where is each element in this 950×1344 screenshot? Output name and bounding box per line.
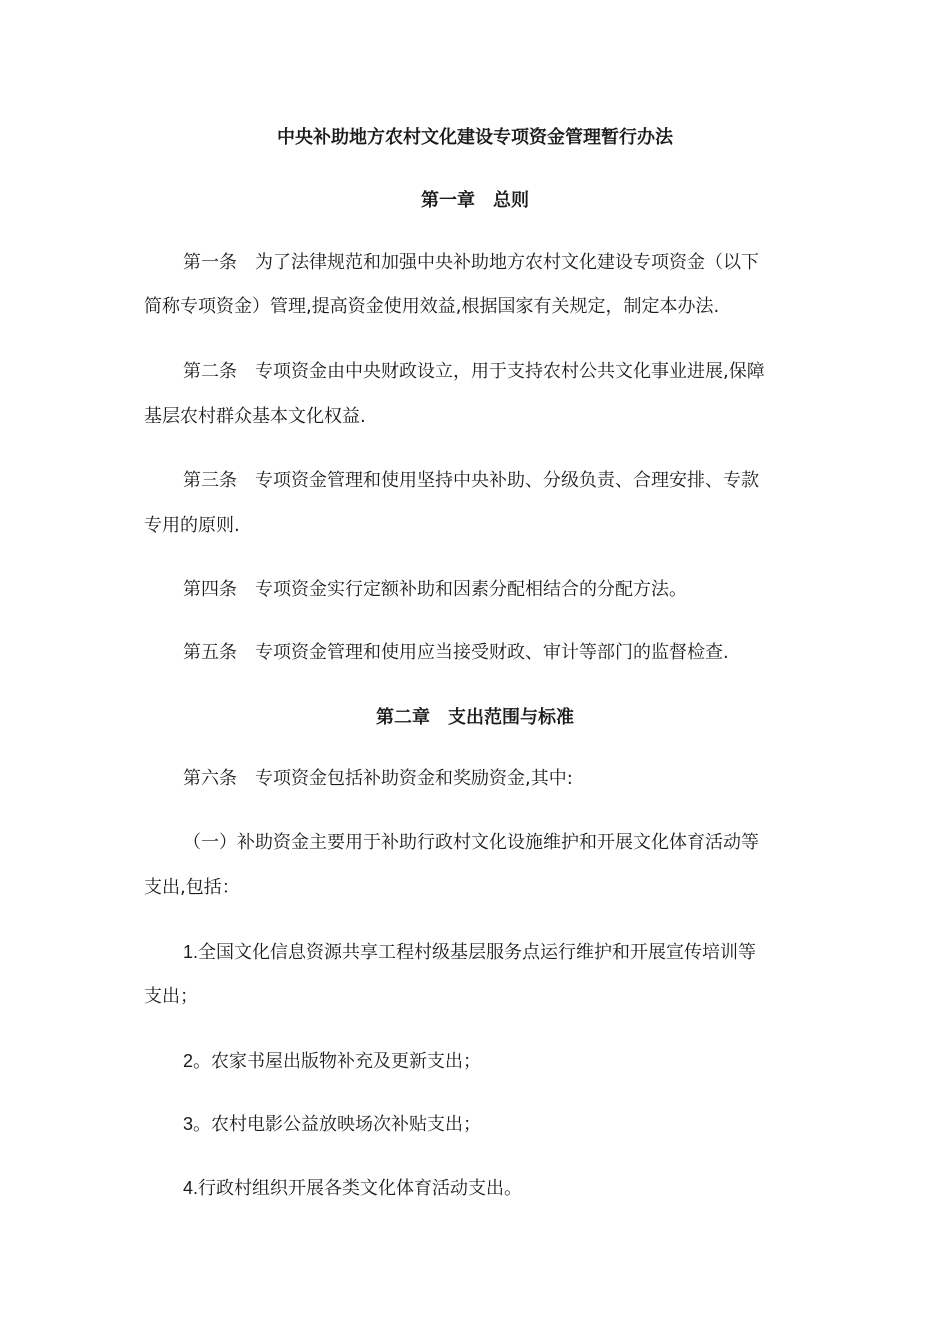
document-title: 中央补助地方农村文化建设专项资金管理暂行办法	[277, 127, 673, 148]
article-5: 第五条 专项资金管理和使用应当接受财政、审计等部门的监督检查.	[183, 642, 729, 663]
item-1-line-2: 支出；	[144, 986, 198, 1007]
article-6: 第六条 专项资金包括补助资金和奖励资金,其中:	[183, 768, 573, 789]
chapter-heading-1: 第一章 总则	[421, 190, 529, 211]
chapter-heading-2: 第二章 支出范围与标准	[376, 707, 574, 728]
article-1-line-2: 简称专项资金）管理,提高资金使用效益,根据国家有关规定，制定本办法.	[144, 296, 720, 317]
clause-1-line-2: 支出,包括：	[144, 877, 240, 898]
article-2-line-2: 基层农村群众基本文化权益.	[144, 406, 366, 427]
item-2: 2。农家书屋出版物补充及更新支出；	[183, 1051, 482, 1071]
article-3-line-2: 专用的原则.	[144, 515, 240, 536]
item-3: 3。农村电影公益放映场次补贴支出；	[183, 1114, 482, 1134]
item-4: 4.行政村组织开展各类文化体育活动支出。	[183, 1178, 523, 1198]
clause-1-line-1: （一）补助资金主要用于补助行政村文化设施维护和开展文化体育活动等	[183, 832, 759, 853]
item-1-line-1: 1.全国文化信息资源共享工程村级基层服务点运行维护和开展宣传培训等	[183, 942, 757, 962]
article-3-line-1: 第三条 专项资金管理和使用坚持中央补助、分级负责、合理安排、专款	[183, 470, 759, 491]
article-4: 第四条 专项资金实行定额补助和因素分配相结合的分配方法。	[183, 579, 687, 600]
article-2-line-1: 第二条 专项资金由中央财政设立，用于支持农村公共文化事业进展,保障	[183, 361, 765, 382]
article-1-line-1: 第一条 为了法律规范和加强中央补助地方农村文化建设专项资金（以下	[183, 252, 759, 273]
